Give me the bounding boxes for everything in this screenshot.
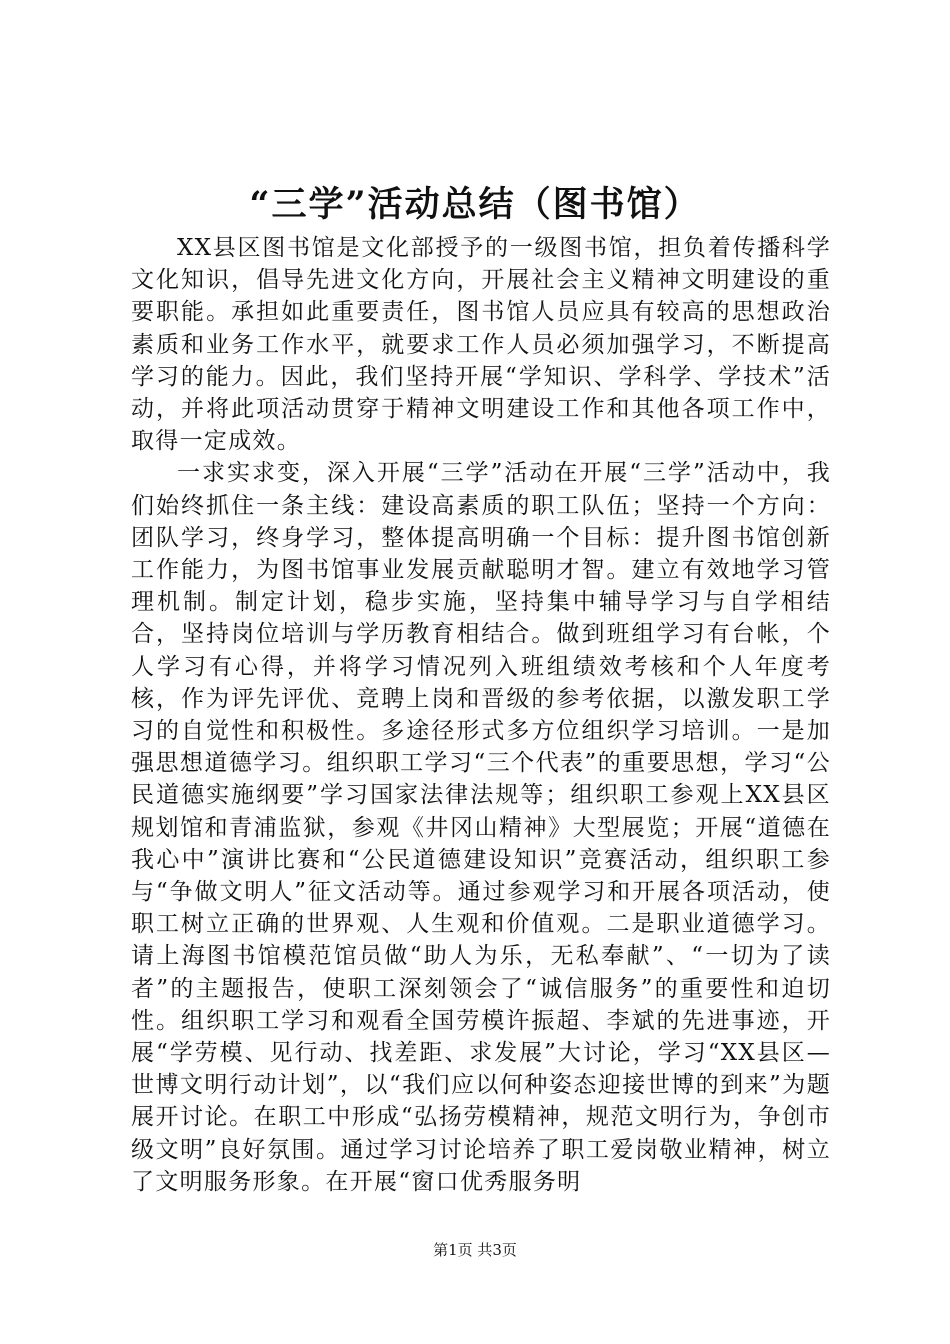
paragraph-section-one: 一求实求变，深入开展“三学”活动在开展“三学”活动中，我们始终抓住一条主线：建设高素质的职工队伍；坚持一个方向：团队学习，终身学习，整体提高明确一个目标：提升图书馆创新工作能力，为图书馆事业发展贡献聪明才智。建立有效地学习管理机制。制定计划，稳步实施，坚持集中辅导学习与自学相结合，坚持岗位培训与学历教育相结合。做到班组学习有台帐，个人学习有心得，并将学习情况列入班组绩效考核和个人年度考核，作为评先评优、竞聘上岗和晋级的参考依据，以激发职工学习的自觉性和积极性。多途径形式多方位组织学习培训。一是加强思想道德学习。组织职工学习“三个代表”的重要思想，学习“公民道德实施纲要”学习国家法律法规等；组织职工参观上XX县区规划馆和青浦监狱，参观《井冈山精神》大型展览；开展“道德在我心中”演讲比赛和“公民道德建设知识”竞赛活动，组织职工参与“争做文明人”征文活动等。通过参观学习和开展各项活动，使职工树立正确的世界观、人生观和价值观。二是职业道德学习。请上海图书馆模范馆员做“助人为乐，无私奉献”、“一切为了读者”的主题报告，使职工深刻领会了“诚信服务”的重要性和迫切性。组织职工学习和观看全国劳模许振超、李斌的先进事迹，开展“学劳模、见行动、找差距、求发展”大讨论，学习“XX县区—世博文明行动计划”，以“我们应以何种姿态迎接世博的到来”为题展开讨论。在职工中形成“弘扬劳模精神，规范文明行为，争创市级文明”良好氛围。通过学习讨论培养了职工爱岗敬业精神，树立了文明服务形象。在开展“窗口优秀服务明 <box>131 460 831 1195</box>
document-title: “三学”活动总结（图书馆） <box>249 184 701 225</box>
paragraph-intro: XX县区图书馆是文化部授予的一级图书馆，担负着传播科学文化知识，倡导先进文化方向，开展社会主义精神文明建设的重要职能。承担如此重要责任，图书馆人员应具有较高的思想政治素质和业务工作水平，就要求工作人员必须加强学习，不断提高学习的能力。因此，我们坚持开展“学知识、学科学、学技术”活动，并将此项活动贯穿于精神文明建设工作和其他各项工作中，取得一定成效。 <box>131 235 831 455</box>
page-number-footer: 第1页 共3页 <box>433 1241 517 1259</box>
document-body <box>131 232 831 1198</box>
